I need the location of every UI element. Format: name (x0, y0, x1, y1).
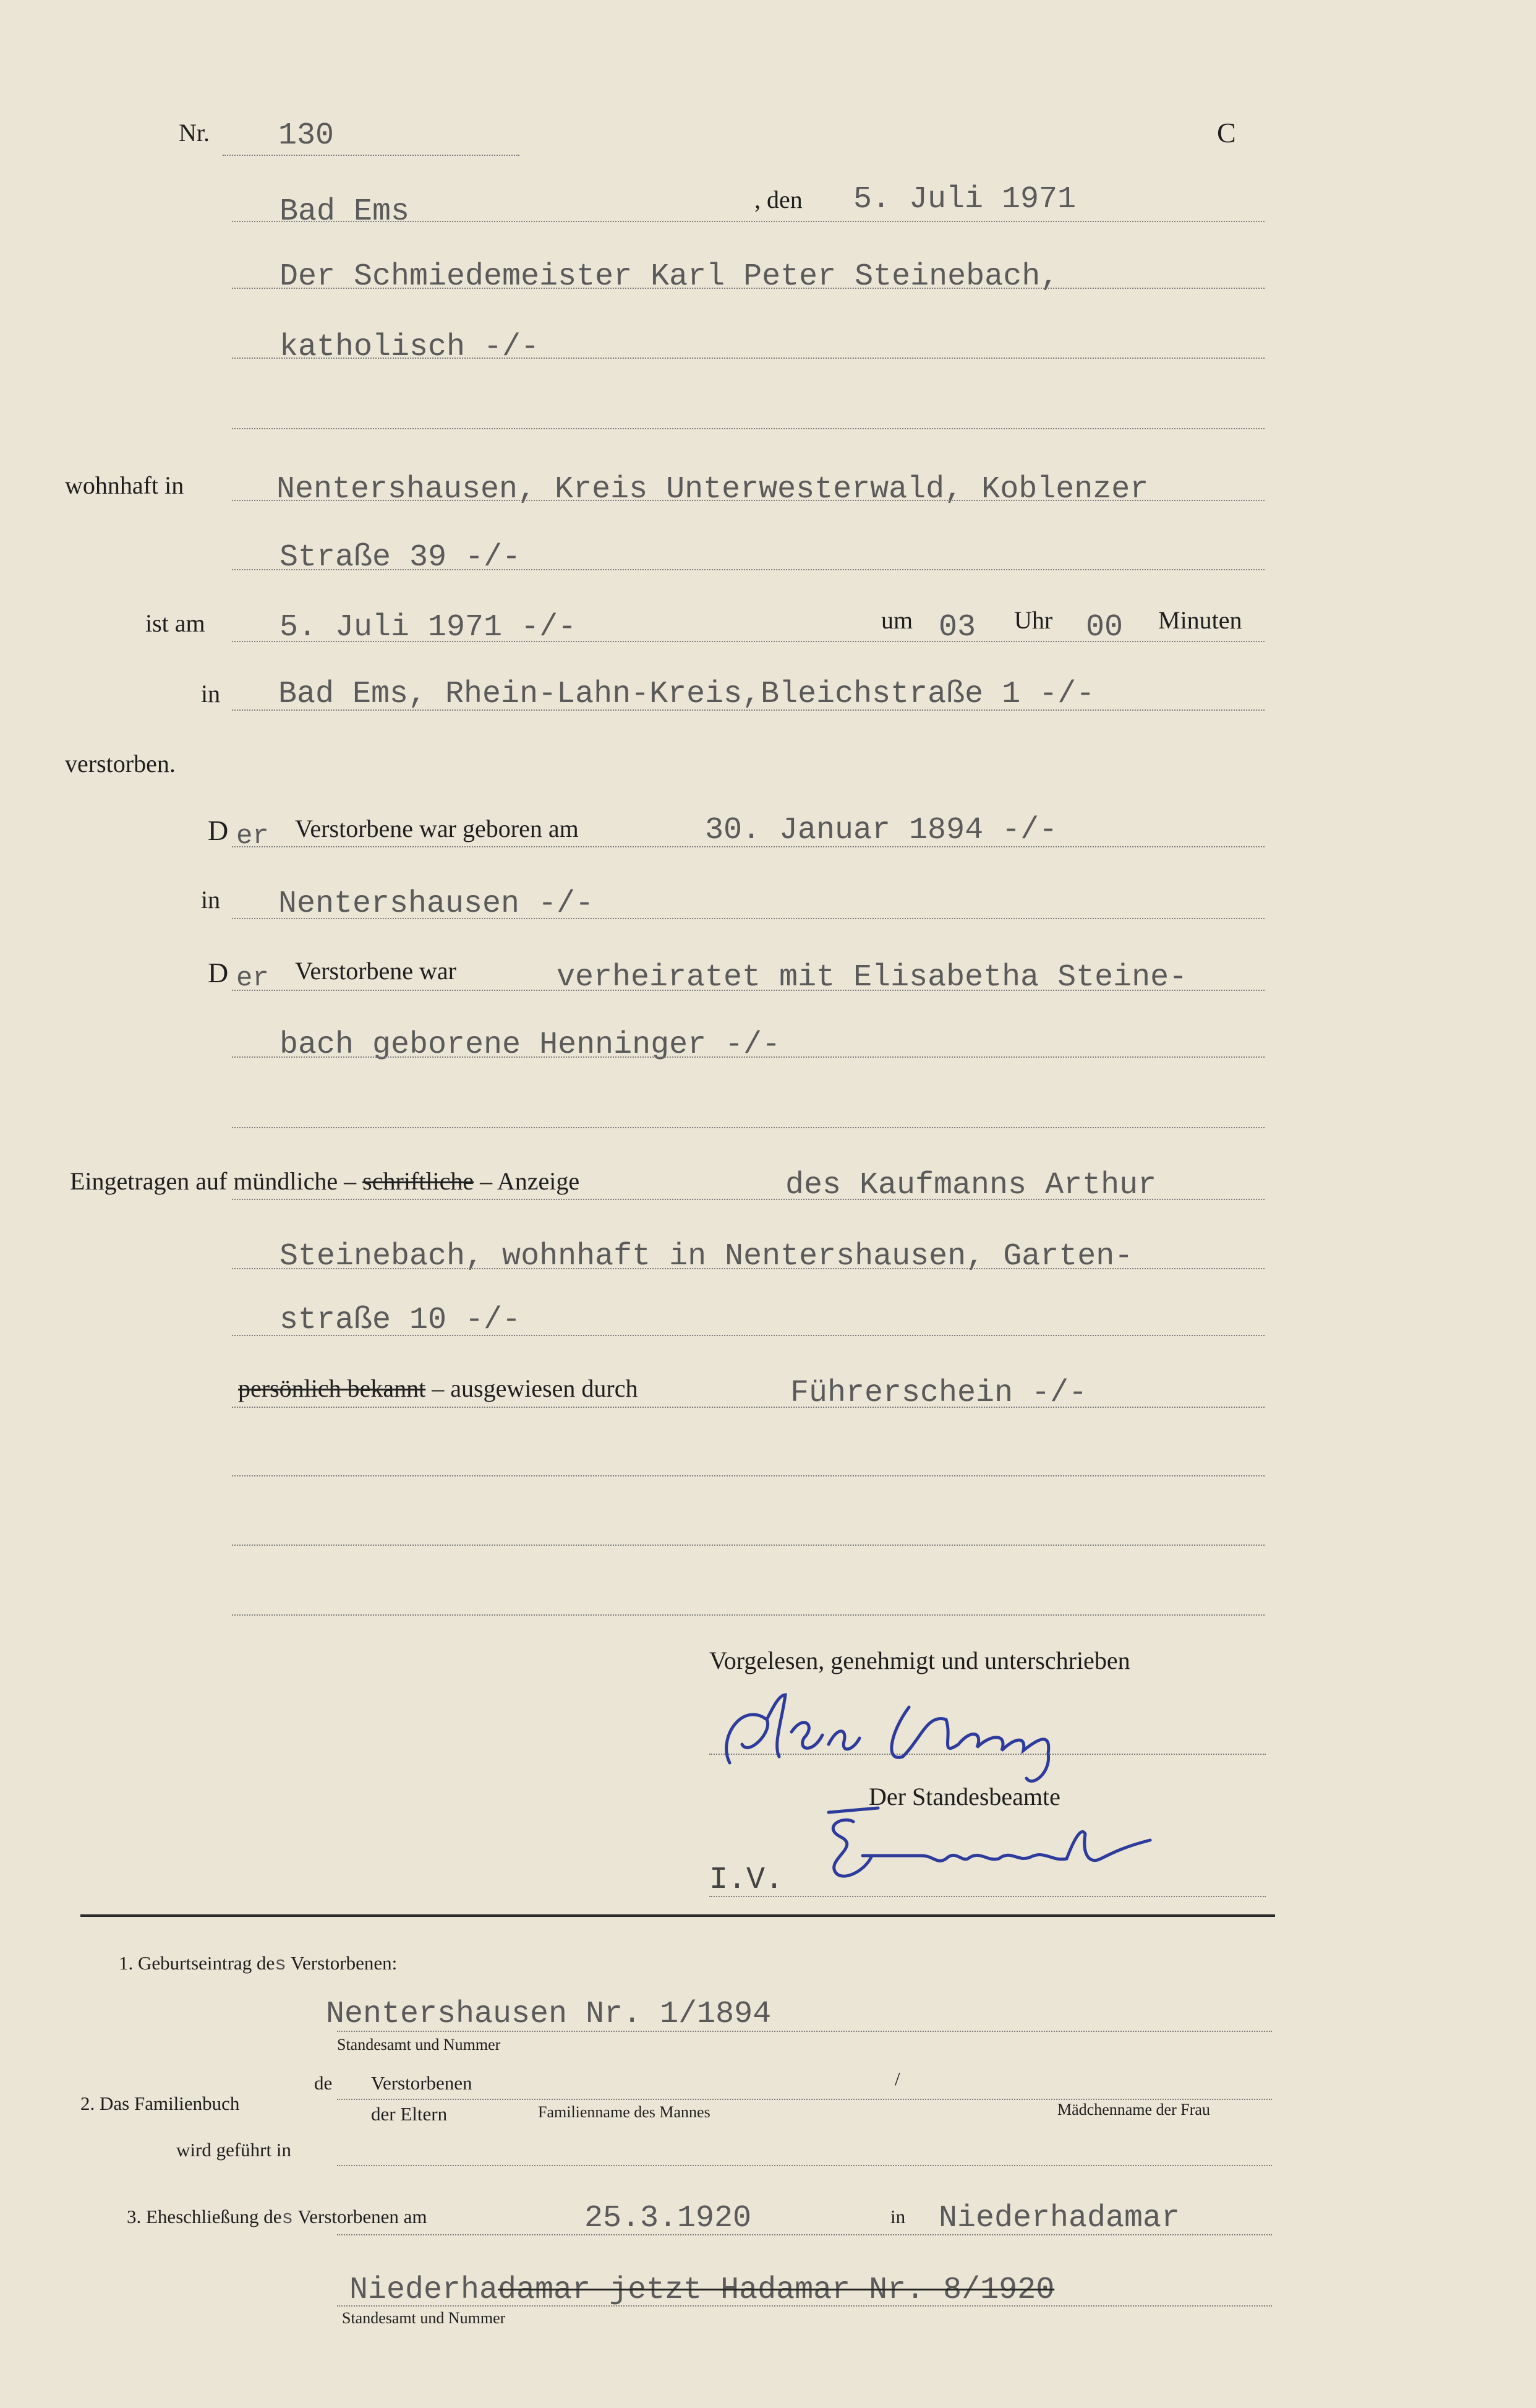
birth-in-label: in (201, 886, 221, 914)
informant-line (232, 1199, 1265, 1200)
registrar-label: Der Standesbeamte (869, 1783, 1060, 1810)
birth-place-line (232, 918, 1265, 919)
blank-line-5 (232, 1614, 1265, 1616)
item3-in: in (890, 2206, 906, 2227)
footer-item-2-label: 2. Das Familienbuch (80, 2093, 240, 2114)
birth-date-line (232, 846, 1265, 847)
marital-line-2: bach geborene Henninger -/- (279, 1027, 781, 1063)
item2-de: de (314, 2072, 333, 2094)
name-line (232, 288, 1265, 289)
blank-line-4 (232, 1545, 1265, 1546)
informant-line-b (232, 1268, 1265, 1269)
informant-line-c (232, 1335, 1265, 1336)
blank-line-2 (232, 1127, 1265, 1128)
item2-familienname: Familienname des Mannes (538, 2103, 710, 2121)
marriage-record-plain: Niederha (349, 2273, 498, 2308)
death-date-line (232, 641, 1265, 642)
place-line (232, 221, 1265, 222)
item2-verstorbenen: Verstorbenen (371, 2072, 472, 2094)
death-hour: 03 (939, 610, 976, 645)
marital-article: er (236, 963, 269, 994)
identification-label (238, 1376, 638, 1401)
marriage-record-line (337, 2305, 1272, 2307)
family-book-location-line (337, 2165, 1272, 2166)
informant-line-2: Steinebach, wohnhaft in Nentershausen, Garten- (279, 1239, 1133, 1274)
registration-label (70, 1169, 579, 1194)
marriage-record-struck: damar jetzt Hadamar Nr. 8/1920 (498, 2273, 1055, 2308)
footer-item-3-label (127, 2207, 427, 2228)
item1-suffix: s (275, 1954, 286, 1976)
informant-line-1: des Kaufmanns Arthur (785, 1168, 1157, 1203)
marriage-date: 25.3.1920 (584, 2201, 752, 2236)
birth-place: Nentershausen -/- (278, 886, 594, 922)
residence-line-2: Straße 39 -/- (279, 540, 521, 575)
informant-line-3: straße 10 -/- (279, 1303, 521, 1338)
residence-line-b (232, 569, 1265, 570)
minuten-label: Minuten (1158, 606, 1242, 634)
death-place: Bad Ems, Rhein-Lahn-Kreis,Bleichstraße 1 -/- (278, 677, 1095, 712)
known-struck: persönlich bekannt (238, 1374, 426, 1402)
marriage-place: Niederhadamar (939, 2201, 1180, 2236)
marital-prefix: D (208, 957, 229, 988)
birth-article: er (236, 821, 269, 852)
footer-item-1-label (119, 1953, 397, 1974)
nr-label: Nr. (179, 119, 210, 147)
item1-label-end: Verstorbenen: (291, 1952, 398, 1974)
iv-label: I.V. (709, 1862, 784, 1898)
religion: katholisch -/- (279, 330, 540, 365)
registration-label-start: Eingetragen auf mündliche – (70, 1167, 357, 1195)
standesamt-label: Standesamt und Nummer (337, 2036, 501, 2054)
signature-informant (705, 1670, 1200, 1794)
death-date: 5. Juli 1971 -/- (279, 610, 577, 645)
um-label: um (881, 606, 913, 634)
deceased-name: Der Schmiedemeister Karl Peter Steinebach, (279, 259, 1059, 294)
item3-label-end: Verstorbenen am (297, 2206, 427, 2227)
id-document: Führerschein -/- (790, 1376, 1088, 1411)
marital-line-b (232, 1056, 1265, 1058)
form-letter: C (1217, 117, 1236, 148)
place-of-registration: Bad Ems (279, 194, 410, 229)
birth-label: Verstorbene war geboren am (295, 815, 579, 842)
ausgewiesen-label: – ausgewiesen durch (432, 1374, 638, 1402)
item3-suffix: s (281, 2208, 294, 2229)
blank-line-3 (232, 1475, 1265, 1476)
blank-line-1 (232, 428, 1265, 429)
residence-label: wohnhaft in (65, 471, 184, 499)
registration-label-end: – Anzeige (480, 1167, 580, 1195)
marital-label: Verstorbene war (295, 957, 456, 985)
registration-date: 5. Juli 1971 (853, 182, 1077, 217)
residence-line (232, 500, 1265, 501)
marriage-record-value (349, 2275, 1054, 2306)
marital-line-1: verheiratet mit Elisabetha Steine- (557, 960, 1188, 995)
family-book-line (337, 2099, 1272, 2100)
death-minutes: 00 (1086, 610, 1124, 645)
item2-wird: wird geführt in (176, 2139, 291, 2161)
birth-record-value: Nentershausen Nr. 1/1894 (326, 1997, 772, 2032)
item3-label-start: 3. Eheschließung de (127, 2206, 282, 2227)
birth-date: 30. Januar 1894 -/- (705, 813, 1058, 848)
religion-line (232, 358, 1265, 359)
birth-record-line (337, 2031, 1272, 2032)
death-in-label: in (201, 680, 221, 708)
closing-text: Vorgelesen, genehmigt und unterschrieben (709, 1647, 1130, 1674)
marital-line (232, 990, 1265, 991)
registration-label-struck: schriftliche (362, 1167, 474, 1195)
section-separator (80, 1914, 1275, 1917)
den-label: , den (754, 186, 803, 213)
verstorben-label: verstorben. (65, 750, 176, 778)
item2-maedchenname: Mädchenname der Frau (1057, 2101, 1210, 2119)
nr-value: 130 (278, 118, 335, 153)
item1-label-start: 1. Geburtseintrag de (119, 1952, 275, 1974)
ist-am-label: ist am (145, 609, 205, 637)
death-place-line (232, 709, 1265, 711)
item2-slash: / (895, 2068, 900, 2089)
uhr-label: Uhr (1014, 606, 1053, 634)
residence-line-1: Nentershausen, Kreis Unterwesterwald, Koblenzer (276, 472, 1149, 507)
signature-registrar (804, 1797, 1200, 1908)
id-line (232, 1407, 1265, 1408)
item3-standesamt-label: Standesamt und Nummer (342, 2309, 506, 2327)
birth-prefix: D (208, 815, 229, 846)
nr-line (223, 155, 519, 156)
item2-eltern: der Eltern (371, 2103, 448, 2125)
marriage-line (337, 2234, 1272, 2235)
